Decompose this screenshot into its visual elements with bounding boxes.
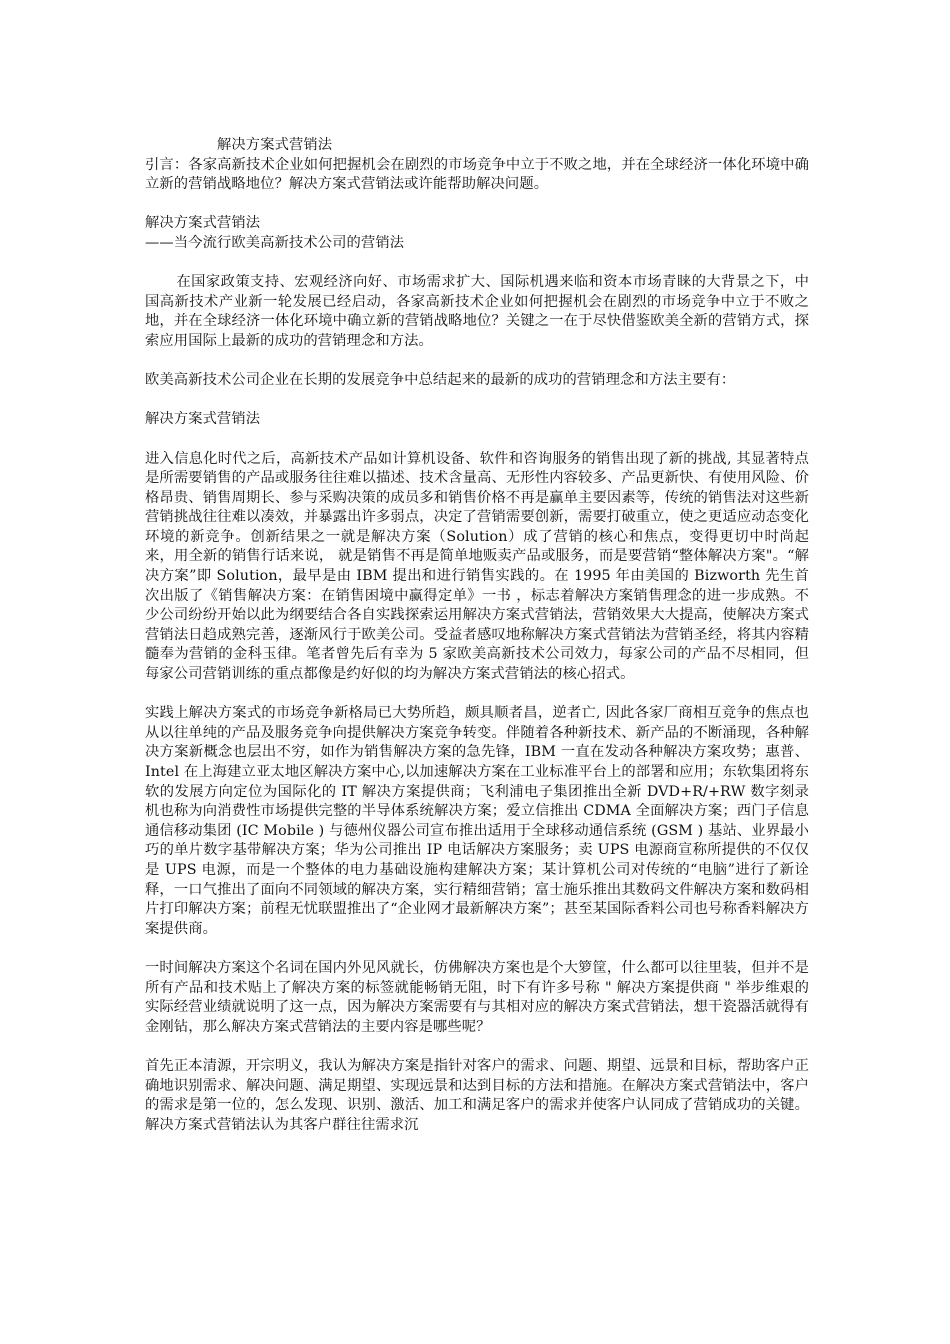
document-title: 解决方案式营销法 [217,137,333,153]
intro-paragraph: 引言：各家高新技术企业如何把握机会在剧烈的市场竞争中立于不败之地，并在全球经济一体化环境中确立新的营销战略地位？解决方案式营销法或许能帮助解决问题。 [145,156,809,193]
paragraph-4: 实践上解决方案式的市场竞争新格局已大势所趋，颇具顺者昌，逆者亡, 因此各家厂商相互竞争的焦点也从以往单纯的产品及服务竞争向提供解决方案竞争转变。伴随着各种新技术、新产品的不断涌现，各种解决方案新概念也层出不穷，如作为销售解决方案的急先锋，IBM 一直在发动各种解决方案攻势；惠普、Intel 在上海建立亚太地区解决方案中心,以加速解决方案在工业标准平台上的部署和应用；东软集团将东软的发展方向定位为国际化的 IT 解决方案提供商；飞利浦电子集团推出全新 DVD+R/+RW 数字刻录机也称为向消费性市场提供完整的半导体系统解决方案；爱立信推出 CDMA 全面解决方案；西门子信息通信移动集团 (IC Mobile ) 与德州仪器公司宣布推出适用于全球移动通信系统 (GSM ) 基站、业界最小巧的单片数字基带解决方案；华为公司推出 IP 电话解决方案服务；卖 UPS 电源商宣称所提供的不仅仅是 UPS 电源，而是一个整体的电力基础设施构建解决方案；某计算机公司对传统的“电脑”进行了新诠释，一口气推出了面向不同领域的解决方案，实行精细营销；富士施乐推出其数码文件解决方案和数码相片打印解决方案；前程无忧联盟推出了“企业网才最新解决方案”；甚至某国际香料公司也号称香料解决方案提供商。 [145,705,809,937]
paragraph-6: 首先正本清源，开宗明义，我认为解决方案是指针对客户的需求、问题、期望、远景和目标，帮助客户正确地识别需求、解决问题、满足期望、实现远景和达到目标的方法和措施。在解决方案式营销法中，客户的需求是第一位的，怎么发现、识别、激活、加工和满足客户的需求并使客户认同成了营销成功的关键。解决方案式营销法认为其客户群往往需求沉 [145,1057,809,1133]
subsection-heading: 解决方案式营销法 [145,411,261,428]
paragraph-5: 一时间解决方案这个名词在国内外见风就长，仿佛解决方案也是个大箩筐，什么都可以往里装，但并不是所有产品和技术贴上了解决方案的标签就能畅销无阻，时下有许多号称 " 解决方案提供商 " 举步维艰的实际经营业绩就说明了这一点，因为解决方案需要有与其相对应的解决方案式营销法，想干瓷器活就得有金刚钻，那么解决方案式营销法的主要内容是哪些呢？ [145,959,809,1035]
document-page [145,136,809,1135]
section-heading: 解决方案式营销法 [145,215,261,232]
section-subheading: ——当今流行欧美高新技术公司的营销法 [145,234,405,251]
paragraph-1: 在国家政策支持、宏观经济向好、市场需求扩大、国际机遇来临和资本市场青睐的大背景之下，中国高新技术产业新一轮发展已经启动，各家高新技术企业如何把握机会在剧烈的市场竞争中立于不败之地，并在全球经济一体化环境中确立新的营销战略地位？关键之一在于尽快借鉴欧美全新的营销方式，探索应用国际上最新的成功的营销理念和方法。 [145,274,809,349]
paragraph-3: 进入信息化时代之后，高新技术产品如计算机设备、软件和咨询服务的销售出现了新的挑战, 其显著特点是所需要销售的产品或服务往往难以描述、技术含量高、无形性内容较多、产品更新快、有使用风险、价格昂贵、销售周期长、参与采购决策的成员多和销售价格不再是赢单主要因素等，传统的销售法对这些新营销挑战往往难以凑效，并暴露出许多弱点，决定了营销需要创新，需要打破重立，使之更适应动态变化环境的新竞争。创新结果之一就是解决方案（Solution）成了营销的核心和焦点，变得更切中时尚起来，用全新的销售行话来说， 就是销售不再是简单地贩卖产品或服务，而是要营销“整体解决方案"。“解决方案”即 Solution，最早是由 IBM 提出和进行销售实践的。在 1995 年由美国的 Bizworth 先生首次出版了《销售解决方案：在销售困境中赢得定单》一书 ，标志着解决方案销售理念的进一步成熟。不少公司纷纷开始以此为纲要结合各自实践探索运用解决方案式营销法，营销效果大大提高，使解决方案式营销法日趋成熟完善，逐渐风行于欧美公司。受益者感叹地称解决方案式营销法为营销圣经，将其内容精髓奉为营销的金科玉律。笔者曾先后有幸为 5 家欧美高新技术公司效力，每家公司的产品不尽相同，但每家公司营销训练的重点都像是约好似的均为解决方案式营销法的核心招式。 [145,450,809,683]
paragraph-2: 欧美高新技术公司企业在长期的发展竞争中总结起来的最新的成功的营销理念和方法主要有： [145,372,736,389]
